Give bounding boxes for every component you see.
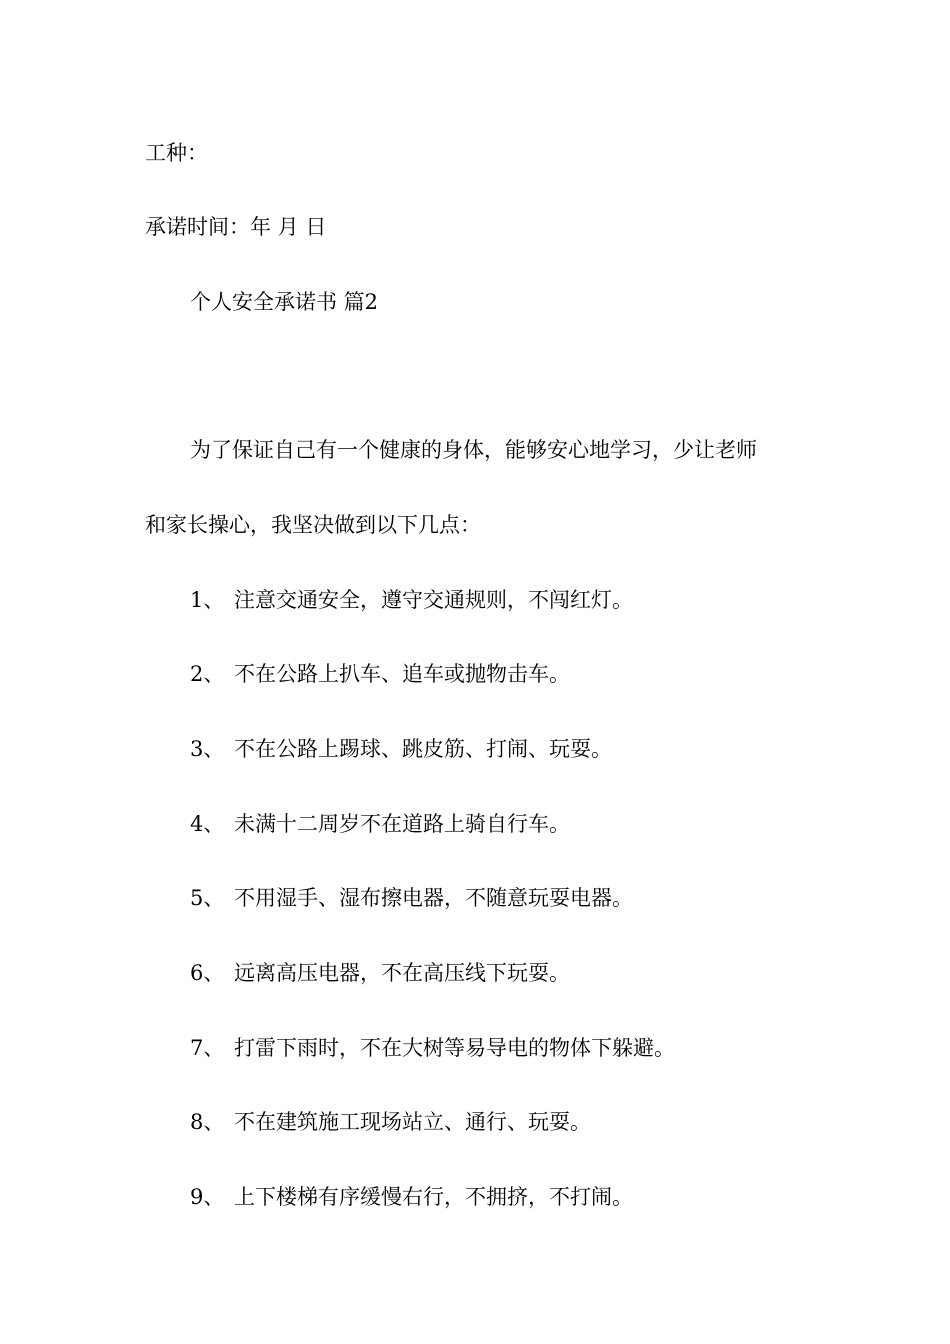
item-text: 远离高压电器，不在高压线下玩耍。 bbox=[234, 961, 570, 985]
item-text: 打雷下雨时，不在大树等易导电的物体下躲避。 bbox=[234, 1036, 675, 1060]
item-number: 4、 bbox=[190, 812, 225, 836]
item-number: 1、 bbox=[190, 588, 225, 612]
section-title: 个人安全承诺书 篇2 bbox=[190, 290, 379, 314]
list-item bbox=[190, 811, 570, 837]
item-text: 不在公路上踢球、跳皮筋、打闹、玩耍。 bbox=[234, 737, 612, 761]
item-text: 未满十二周岁不在道路上骑自行车。 bbox=[234, 812, 570, 836]
item-number: 5、 bbox=[190, 886, 225, 910]
list-item bbox=[190, 960, 570, 986]
item-text: 上下楼梯有序缓慢右行，不拥挤，不打闹。 bbox=[234, 1185, 633, 1209]
item-text: 不在建筑施工现场站立、通行、玩耍。 bbox=[234, 1110, 591, 1134]
item-number: 7、 bbox=[190, 1036, 225, 1060]
item-text: 注意交通安全，遵守交通规则，不闯红灯。 bbox=[234, 588, 633, 612]
work-type-field: 工种： bbox=[145, 141, 208, 165]
list-item bbox=[190, 661, 570, 687]
list-item bbox=[190, 1184, 633, 1210]
item-number: 9、 bbox=[190, 1185, 225, 1209]
list-item bbox=[190, 1109, 591, 1135]
item-number: 3、 bbox=[190, 737, 225, 761]
list-item bbox=[190, 885, 633, 911]
item-text: 不用湿手、湿布擦电器，不随意玩耍电器。 bbox=[234, 886, 633, 910]
intro-line-1: 为了保证自己有一个健康的身体，能够安心地学习，少让老师 bbox=[190, 438, 757, 462]
list-item bbox=[190, 736, 612, 762]
list-item bbox=[190, 587, 633, 613]
list-item bbox=[190, 1035, 675, 1061]
item-text: 不在公路上扒车、追车或抛物击车。 bbox=[234, 662, 570, 686]
item-number: 8、 bbox=[190, 1110, 225, 1134]
item-number: 6、 bbox=[190, 961, 225, 985]
intro-line-2: 和家长操心，我坚决做到以下几点： bbox=[145, 513, 481, 537]
commit-time-field: 承诺时间：年 月 日 bbox=[145, 215, 327, 239]
item-number: 2、 bbox=[190, 662, 225, 686]
